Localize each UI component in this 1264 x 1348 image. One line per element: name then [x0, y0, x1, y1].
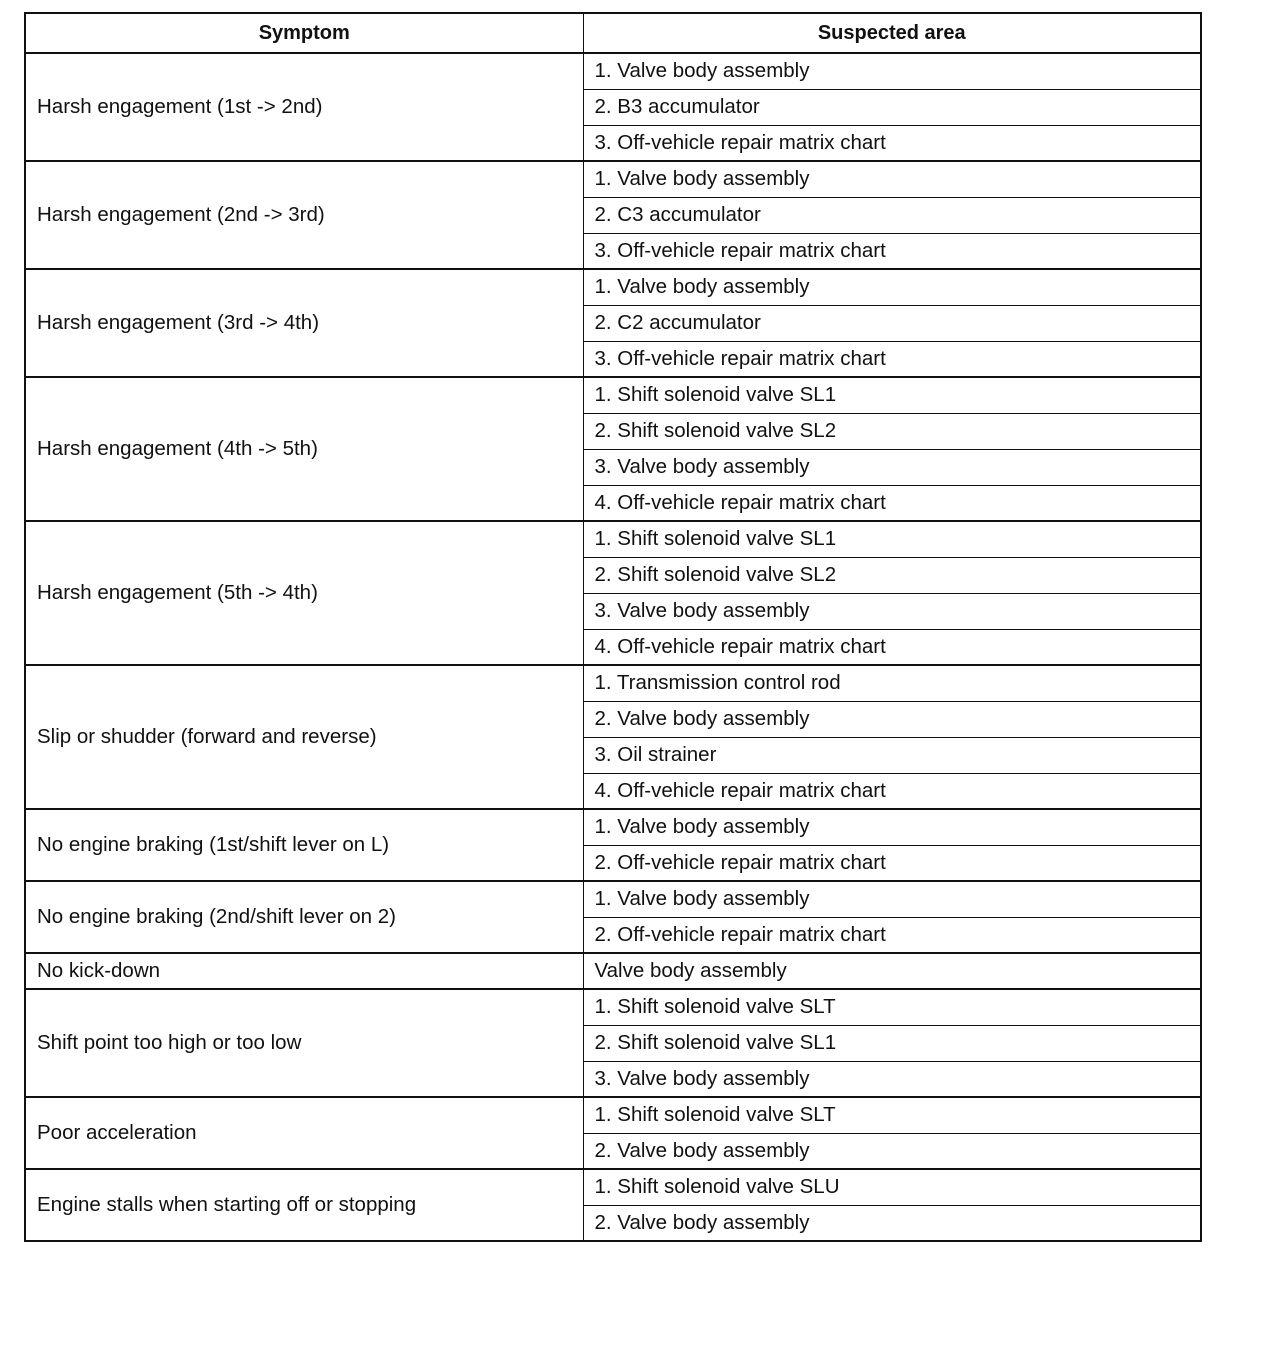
- suspected-area-column-header: Suspected area: [583, 13, 1201, 53]
- symptom-cell: Shift point too high or too low: [25, 989, 583, 1097]
- suspected-area-cell: 1. Shift solenoid valve SLU: [583, 1169, 1201, 1205]
- symptom-cell: No engine braking (2nd/shift lever on 2): [25, 881, 583, 953]
- symptom-cell: Harsh engagement (2nd -> 3rd): [25, 161, 583, 269]
- symptom-cell: Slip or shudder (forward and reverse): [25, 665, 583, 809]
- suspected-area-cell: 2. Shift solenoid valve SL2: [583, 413, 1201, 449]
- suspected-area-cell: 1. Valve body assembly: [583, 161, 1201, 197]
- table-row: [25, 953, 1201, 989]
- suspected-area-cell: 2. Valve body assembly: [583, 1205, 1201, 1241]
- suspected-area-cell: 1. Valve body assembly: [583, 809, 1201, 845]
- suspected-area-cell: 4. Off-vehicle repair matrix chart: [583, 485, 1201, 521]
- suspected-area-cell: 1. Shift solenoid valve SLT: [583, 989, 1201, 1025]
- suspected-area-cell: 3. Oil strainer: [583, 737, 1201, 773]
- table-row: [25, 161, 1201, 197]
- table-row: [25, 53, 1201, 89]
- symptom-cell: No kick-down: [25, 953, 583, 989]
- table-body: [25, 53, 1201, 1241]
- table-row: [25, 521, 1201, 557]
- suspected-area-cell: 2. C2 accumulator: [583, 305, 1201, 341]
- suspected-area-cell: 2. Off-vehicle repair matrix chart: [583, 917, 1201, 953]
- suspected-area-cell: 4. Off-vehicle repair matrix chart: [583, 629, 1201, 665]
- suspected-area-cell: 3. Valve body assembly: [583, 1061, 1201, 1097]
- suspected-area-cell: 3. Off-vehicle repair matrix chart: [583, 125, 1201, 161]
- symptom-column-header: Symptom: [25, 13, 583, 53]
- symptom-cell: Harsh engagement (5th -> 4th): [25, 521, 583, 665]
- table-header: [25, 13, 1201, 53]
- symptom-table: [24, 12, 1202, 1242]
- suspected-area-cell: 1. Transmission control rod: [583, 665, 1201, 701]
- suspected-area-cell: Valve body assembly: [583, 953, 1201, 989]
- suspected-area-cell: 1. Shift solenoid valve SL1: [583, 377, 1201, 413]
- symptom-cell: Harsh engagement (4th -> 5th): [25, 377, 583, 521]
- symptom-cell: No engine braking (1st/shift lever on L): [25, 809, 583, 881]
- suspected-area-cell: 2. Off-vehicle repair matrix chart: [583, 845, 1201, 881]
- suspected-area-cell: 1. Valve body assembly: [583, 269, 1201, 305]
- suspected-area-cell: 3. Valve body assembly: [583, 449, 1201, 485]
- suspected-area-cell: 1. Valve body assembly: [583, 53, 1201, 89]
- table-row: [25, 1169, 1201, 1205]
- table-row: [25, 1097, 1201, 1133]
- symptom-cell: Harsh engagement (3rd -> 4th): [25, 269, 583, 377]
- suspected-area-cell: 2. Shift solenoid valve SL1: [583, 1025, 1201, 1061]
- suspected-area-cell: 2. B3 accumulator: [583, 89, 1201, 125]
- suspected-area-cell: 3. Off-vehicle repair matrix chart: [583, 341, 1201, 377]
- suspected-area-cell: 2. Shift solenoid valve SL2: [583, 557, 1201, 593]
- suspected-area-cell: 2. C3 accumulator: [583, 197, 1201, 233]
- suspected-area-cell: 1. Valve body assembly: [583, 881, 1201, 917]
- table-row: [25, 989, 1201, 1025]
- table-row: [25, 377, 1201, 413]
- symptom-cell: Harsh engagement (1st -> 2nd): [25, 53, 583, 161]
- suspected-area-cell: 1. Shift solenoid valve SL1: [583, 521, 1201, 557]
- suspected-area-cell: 4. Off-vehicle repair matrix chart: [583, 773, 1201, 809]
- table-row: [25, 881, 1201, 917]
- table-row: [25, 269, 1201, 305]
- table-row: [25, 665, 1201, 701]
- suspected-area-cell: 3. Off-vehicle repair matrix chart: [583, 233, 1201, 269]
- suspected-area-cell: 2. Valve body assembly: [583, 1133, 1201, 1169]
- symptom-cell: Poor acceleration: [25, 1097, 583, 1169]
- suspected-area-cell: 1. Shift solenoid valve SLT: [583, 1097, 1201, 1133]
- suspected-area-cell: 3. Valve body assembly: [583, 593, 1201, 629]
- symptom-cell: Engine stalls when starting off or stopping: [25, 1169, 583, 1241]
- table-row: [25, 809, 1201, 845]
- header-row: [25, 13, 1201, 53]
- suspected-area-cell: 2. Valve body assembly: [583, 701, 1201, 737]
